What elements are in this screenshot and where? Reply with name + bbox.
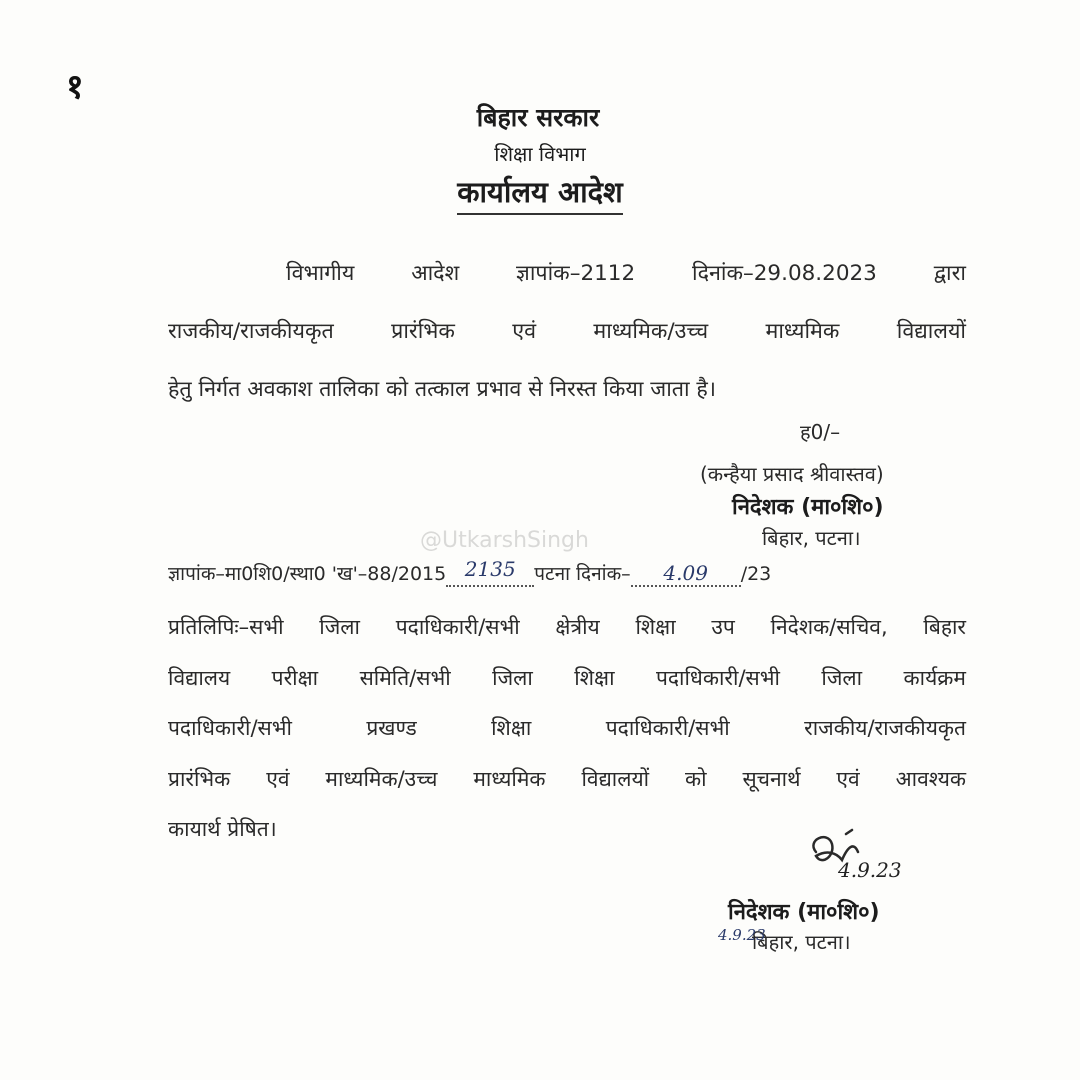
government-heading: बिहार सरकार bbox=[476, 103, 600, 132]
memo-line bbox=[168, 557, 968, 587]
document-title bbox=[0, 172, 1080, 211]
signed-mark: ह0/– bbox=[800, 420, 841, 444]
page-number-mark: १ bbox=[66, 67, 84, 107]
signature-date-handwritten: 4.9.23 bbox=[838, 858, 902, 882]
order-line: हेतु निर्गत अवकाश तालिका को तत्काल प्रभाव से निरस्त किया जाता है। bbox=[168, 377, 716, 402]
copy-paragraph bbox=[168, 602, 966, 855]
signatory-place: बिहार, पटना। bbox=[762, 526, 861, 550]
memo-date-handwritten: 4.09 bbox=[663, 561, 708, 585]
memo-number-handwritten: 2135 bbox=[464, 557, 516, 581]
issuer-place: बिहार, पटना। bbox=[752, 930, 851, 954]
order-paragraph bbox=[168, 245, 966, 419]
memo-year: /23 bbox=[740, 563, 772, 585]
department-heading: शिक्षा विभाग bbox=[494, 142, 586, 166]
copy-line: विद्यालय परीक्षा समिति/सभी जिला शिक्षा पदाधिकारी/सभी जिला कार्यक्रम bbox=[168, 665, 966, 690]
memo-number-field bbox=[446, 557, 534, 587]
copy-line: कायार्थ प्रेषित। bbox=[168, 817, 277, 841]
order-line: राजकीय/राजकीयकृत प्रारंभिक एवं माध्यमिक/उच्च माध्यमिक विद्यालयों bbox=[168, 319, 966, 344]
memo-date-field bbox=[631, 561, 741, 587]
initial-stamp: 4.9.23 bbox=[718, 926, 766, 944]
watermark: @UtkarshSingh bbox=[420, 528, 589, 553]
copy-line: प्रारंभिक एवं माध्यमिक/उच्च माध्यमिक विद्यालयों को सूचनार्थ एवं आवश्यक bbox=[168, 766, 966, 791]
signatory-designation: निदेशक (मा०शि०) bbox=[732, 495, 884, 520]
memo-prefix: ज्ञापांक–मा0शि0/स्था0 'ख'–88/2015 bbox=[168, 563, 447, 585]
order-line: विभागीय आदेश ज्ञापांक–2112 दिनांक–29.08.2023 द्वारा bbox=[286, 261, 966, 286]
signatory-name: (कन्हैया प्रसाद श्रीवास्तव) bbox=[700, 462, 884, 486]
copy-line: प्रतिलिपिः–सभी जिला पदाधिकारी/सभी क्षेत्रीय शिक्षा उप निदेशक/सचिव, बिहार bbox=[168, 615, 966, 639]
document-title-text: कार्यालय आदेश bbox=[457, 175, 622, 215]
copy-line: पदाधिकारी/सभी प्रखण्ड शिक्षा पदाधिकारी/सभी राजकीय/राजकीयकृत bbox=[168, 716, 966, 740]
issuer-designation: निदेशक (मा०शि०) bbox=[728, 900, 880, 925]
memo-middle: पटना दिनांक– bbox=[534, 563, 631, 585]
